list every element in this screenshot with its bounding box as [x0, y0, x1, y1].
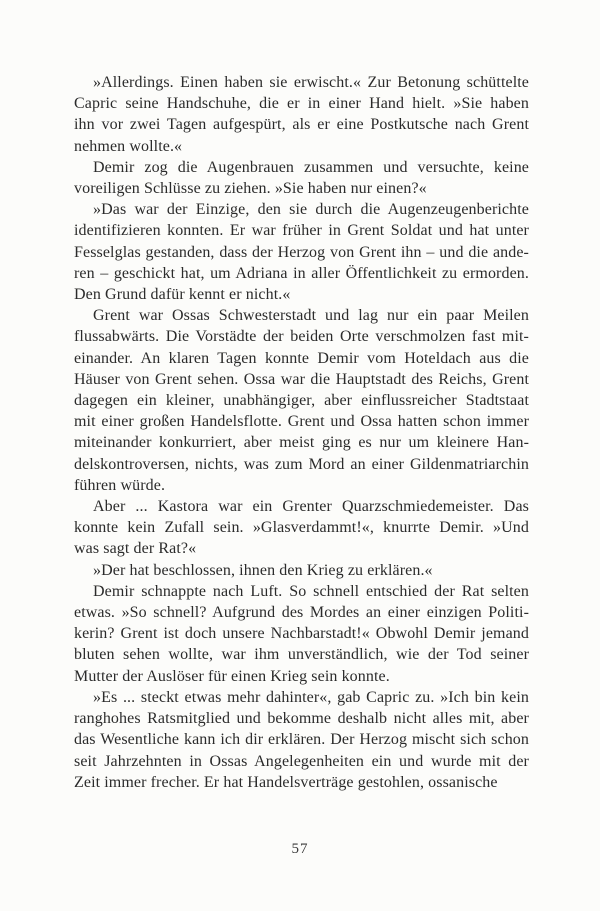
text-line: Zeit immer frecher. Er hat Handelsverträge gestohlen, ossanische: [74, 773, 498, 791]
text-line: »Der hat beschlossen, ihnen den Krieg zu erklären.«: [93, 561, 433, 579]
text-line: Demir schnappte nach Luft. So schnell entschied der Rat selten: [93, 582, 529, 600]
paragraph: [74, 560, 529, 581]
text-line: Fesselglas gestanden, dass der Herzog von Grent ihn – und die ande-: [74, 243, 529, 261]
text-line: seit Jahrzehnten in Ossas Angelegenheiten ein und wurde mit der: [74, 752, 529, 770]
paragraph: [74, 157, 529, 199]
text-line: Häuser von Grent sehen. Ossa war die Hauptstadt des Reichs, Grent: [74, 370, 529, 388]
paragraph: [74, 305, 529, 496]
paragraph: [74, 581, 529, 687]
text-block: [74, 72, 529, 793]
text-line: miteinander konkurriert, aber meist ging es nur um kleinere Han-: [74, 434, 529, 452]
page-number: 57: [291, 841, 309, 857]
text-line: Aber ... Kastora war ein Grenter Quarzschmiedemeister. Das: [93, 498, 529, 516]
text-line: flussabwärts. Die Vorstädte der beiden Orte verschmolzen fast mit-: [74, 328, 529, 346]
text-line: führen würde.: [74, 476, 166, 494]
text-line: identifizieren konnten. Er war früher in Grent Soldat und hat unter: [74, 222, 529, 240]
text-line: Capric seine Handschuhe, die er in einer Hand hielt. »Sie haben: [74, 95, 529, 113]
paragraph: [74, 72, 529, 157]
text-line: etwas. »So schnell? Aufgrund des Mordes an einer einzigen Politi-: [74, 604, 529, 622]
text-line: dagegen ein kleiner, unabhängiger, aber einflussreicher Stadtstaat: [74, 392, 529, 410]
text-line: Den Grund dafür kennt er nicht.«: [74, 286, 291, 304]
text-line: nehmen wollte.«: [74, 137, 183, 155]
text-line: ranghohes Ratsmitglied und bekomme deshalb nicht alles mit, aber: [74, 710, 529, 728]
text-line: Grent war Ossas Schwesterstadt und lag nur ein paar Meilen: [93, 307, 529, 325]
text-line: Demir zog die Augenbrauen zusammen und versuchte, keine: [93, 158, 529, 176]
text-line: »Das war der Einzige, den sie durch die Augenzeugenberichte: [93, 201, 529, 219]
text-line: kerin? Grent ist doch unsere Nachbarstadt!« Obwohl Demir jemand: [74, 625, 529, 643]
paragraph: [74, 496, 529, 560]
text-line: mit einer großen Handelsflotte. Grent und Ossa hatten schon immer: [74, 413, 529, 431]
text-line: das Wesentliche kann ich dir erklären. Der Herzog mischt sich schon: [74, 731, 529, 749]
paragraph: [74, 199, 529, 305]
text-line: bluten sehen wollte, war ihm unverständlich, wie der Tod seiner: [74, 646, 529, 664]
text-line: »Es ... steckt etwas mehr dahinter«, gab Capric zu. »Ich bin kein: [93, 688, 529, 706]
paragraph: [74, 687, 529, 793]
text-line: einander. An klaren Tagen konnte Demir vom Hoteldach aus die: [74, 349, 529, 367]
text-line: »Allerdings. Einen haben sie erwischt.« Zur Betonung schüttelte: [93, 74, 529, 91]
text-line: was sagt der Rat?«: [74, 540, 197, 558]
text-line: voreiligen Schlüsse zu ziehen. »Sie haben nur einen?«: [74, 180, 427, 198]
text-line: Mutter der Auslöser für einen Krieg sein konnte.: [74, 667, 390, 685]
text-line: ren – geschickt hat, um Adriana in aller Öffentlichkeit zu ermorden.: [74, 264, 529, 282]
text-line: delskontroversen, nichts, was zum Mord an einer Gildenmatriarchin: [74, 455, 529, 473]
text-line: ihn vor zwei Tagen aufgespürt, als er eine Postkutsche nach Grent: [74, 116, 529, 134]
text-line: konnte kein Zufall sein. »Glasverdammt!«, knurrte Demir. »Und: [74, 519, 529, 537]
